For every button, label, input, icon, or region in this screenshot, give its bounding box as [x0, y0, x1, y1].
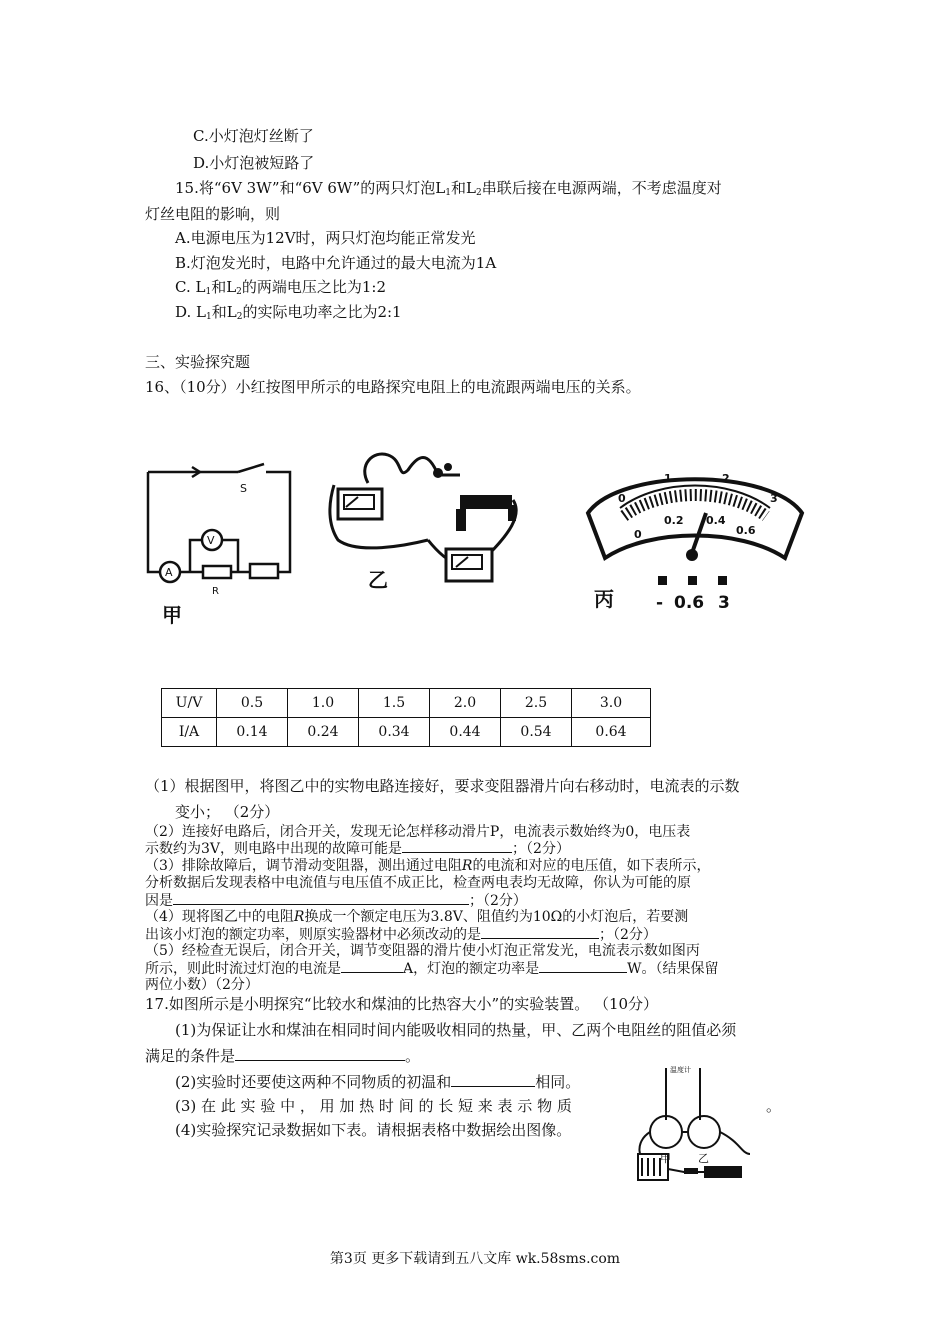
table-header-i: I/A: [162, 718, 217, 747]
q15-option-a: A.电源电压为12V时，两只灯泡均能正常发光: [175, 229, 476, 247]
ammeter-dial-bing: [580, 458, 810, 618]
q16-p2-line1: （2）连接好电路后，闭合开关，发现无论怎样移动滑片P，电流表示数始终为0，电压表: [145, 824, 691, 840]
q16-p1-line2: 变小； （2分）: [175, 803, 280, 821]
terminal-06: 0.6: [674, 593, 705, 613]
table-cell: 3.0: [572, 689, 651, 718]
physical-circuit-yi: [328, 445, 528, 595]
answer-blank[interactable]: [539, 958, 627, 973]
table-cell: 2.0: [430, 689, 501, 718]
table-cell: 0.14: [217, 718, 288, 747]
dial-top-2: 2: [722, 472, 730, 485]
q16-p4-line2: 出该小灯泡的额定功率，则原实验器材中必须改动的是 ；（2分）: [145, 924, 657, 945]
q16-p3-line3: 因是 ；（2分）: [145, 890, 527, 911]
answer-blank[interactable]: [173, 890, 469, 905]
section-title: 三、实验探究题: [145, 353, 251, 371]
q17-p1-line2: 满足的条件是 。: [145, 1047, 421, 1065]
figure-bing-label: 丙: [594, 587, 614, 611]
table-row: [162, 689, 651, 718]
answer-blank[interactable]: [341, 958, 403, 973]
flask-yi-label: 乙: [698, 1152, 709, 1165]
circuit-ammeter-label: A: [165, 566, 173, 579]
q16-stem: 16、（10分）小红按图甲所示的电路探究电阻上的电流跟两端电压的关系。: [145, 378, 641, 396]
thermometer-label: 温度计: [670, 1066, 691, 1074]
table-cell: 0.44: [430, 718, 501, 747]
dial-bottom-3: 0.6: [736, 524, 756, 537]
q15-stem-line1: 15.将“6V 3W”和“6V 6W”的两只灯泡$L_1$和$L_2$串联后接在电源两端，不考虑温度对: [175, 179, 722, 198]
table-cell: 0.24: [288, 718, 359, 747]
terminal-3: 3: [718, 593, 730, 613]
table-cell: 0.54: [501, 718, 572, 747]
table-cell: 1.0: [288, 689, 359, 718]
q16-p3-line1: （3）排除故障后，调节滑动变阻器，测出通过电阻R的电流和对应的电压值，如下表所示，: [145, 858, 711, 874]
table-cell: 2.5: [501, 689, 572, 718]
table-cell: 1.5: [359, 689, 430, 718]
dial-bottom-2: 0.4: [706, 514, 726, 527]
uv-data-table: [161, 688, 651, 747]
q16-p5-line2: 所示，则此时流过灯泡的电流是 A，灯泡的额定功率是 W。（结果保留: [145, 958, 719, 979]
page-footer: 第3页 更多下载请到五八文库 wk.58sms.com: [329, 1251, 621, 1267]
q15-option-d: D. $L_1$和$L_2$的实际电功率之比为2:1: [175, 303, 402, 322]
table-row: [162, 718, 651, 747]
table-cell: 0.34: [359, 718, 430, 747]
q16-p1-line1: （1）根据图甲，将图乙中的实物电路连接好，要求变阻器滑片向右移动时，电流表的示数: [145, 777, 740, 795]
q17-p3: (3) 在 此 实 验 中 ， 用 加 热 时 间 的 长 短 来 表 示 物 质: [175, 1097, 572, 1115]
q15-option-b: B.灯泡发光时，电路中允许通过的最大电流为1A: [175, 254, 497, 272]
q17-p4: (4)实验探究记录数据如下表。请根据表格中数据绘出图像。: [175, 1121, 572, 1139]
figure-jia-label: 甲: [162, 603, 182, 627]
answer-blank[interactable]: [451, 1072, 535, 1087]
q16-p5-line1: （5）经检查无误后，闭合开关，调节变阻器的滑片使小灯泡正常发光，电流表示数如图丙: [145, 943, 700, 959]
table-header-u: U/V: [162, 689, 217, 718]
dial-bottom-0: 0: [634, 528, 642, 541]
table-cell: 0.64: [572, 718, 651, 747]
q14-option-d: D.小灯泡被短路了: [193, 154, 315, 172]
circuit-diagram-jia: [138, 462, 298, 632]
q17-stem: 17.如图所示是小明探究“比较水和煤油的比热容大小”的实验装置。 （10分）: [145, 995, 659, 1013]
dial-bottom-1: 0.2: [664, 514, 684, 527]
q16-p2-line2: 示数约为3V，则电路中出现的故障可能是 ；（2分）: [145, 838, 570, 859]
dial-top-1: 1: [664, 472, 672, 485]
dial-top-3: 3: [770, 492, 778, 505]
table-cell: 0.5: [217, 689, 288, 718]
q16-p3-line2: 分析数据后发现表格中电流值与电压值不成正比，检查两电表均无故障，你认为可能的原: [145, 875, 691, 891]
answer-blank[interactable]: [481, 924, 599, 939]
q15-stem-line2: 灯丝电阻的影响，则: [145, 205, 281, 223]
q16-p5-line3: 两位小数）（2分）: [145, 977, 259, 993]
q17-p1-line1: (1)为保证让水和煤油在相同时间内能吸收相同的热量，甲、乙两个电阻丝的阻值必须: [175, 1021, 737, 1039]
answer-blank[interactable]: [402, 838, 512, 853]
circuit-resistor-label: R: [212, 586, 219, 597]
q17-p2: (2)实验时还要使这两种不同物质的初温和 相同。: [175, 1073, 581, 1091]
heating-apparatus-figure: [630, 1062, 762, 1187]
q16-p4-line1: （4）现将图乙中的电阻R换成一个额定电压为3.8V、阻值约为10Ω的小灯泡后，若要测: [145, 909, 689, 925]
q14-option-c: C.小灯泡灯丝断了: [193, 127, 314, 145]
figure-yi-label: 乙: [368, 568, 388, 592]
flask-jia-label: 甲: [660, 1152, 671, 1165]
q15-option-c: C. $L_1$和$L_2$的两端电压之比为1:2: [175, 278, 387, 297]
q17-p3-end: 。: [766, 1097, 782, 1115]
terminal-minus: -: [656, 593, 664, 613]
answer-blank[interactable]: [235, 1046, 405, 1061]
circuit-switch-label: S: [240, 482, 247, 495]
dial-top-0: 0: [618, 492, 626, 505]
circuit-voltmeter-label: V: [207, 534, 215, 547]
